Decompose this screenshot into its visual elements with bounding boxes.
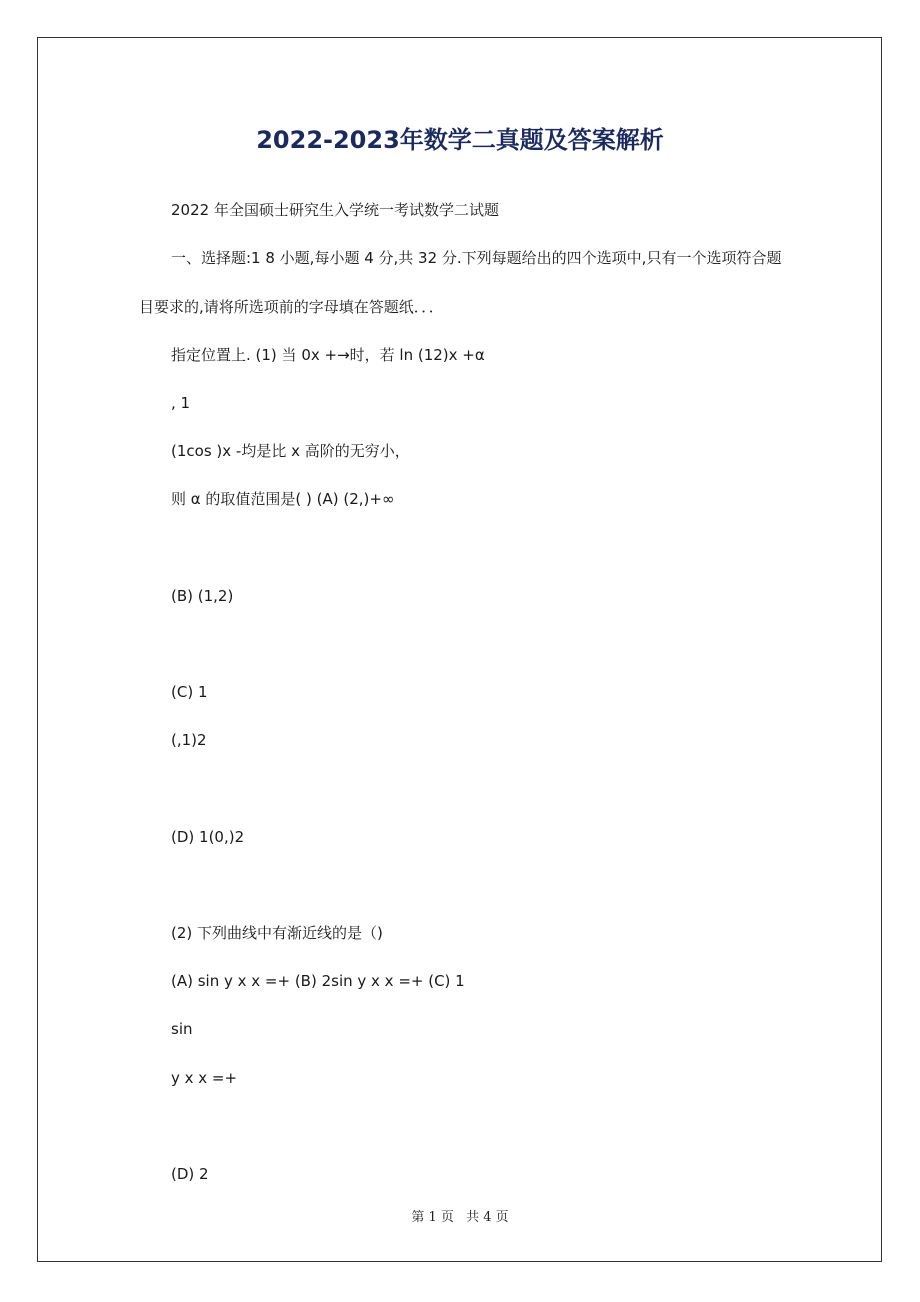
exam-heading: 2022 年全国硕士研究生入学统一考试数学二试题 [171, 201, 499, 219]
section-instruction-line-2: 目要求的,请将所选项前的字母填在答题纸．．． [139, 298, 444, 316]
page-number: 第 1 页 [411, 1210, 454, 1225]
question-1-fragment: , 1 [171, 394, 191, 412]
question-2-fragment-expression: y x x =+ [171, 1069, 238, 1087]
page-total: 共 4 页 [466, 1210, 509, 1225]
question-1-stem: 指定位置上. (1) 当 0x +→时，若 ln (12)x +α [171, 346, 485, 364]
page-footer [0, 1206, 920, 1225]
page-frame [37, 37, 882, 1262]
document-title: 2022-2023年数学二真题及答案解析 [256, 126, 664, 154]
question-1-option-a: 则 α 的取值范围是( ) (A) (2,)+∞ [171, 490, 395, 508]
section-instruction-line-1: 一、选择题:1 8 小题,每小题 4 分,共 32 分.下列每题给出的四个选项中,只有一个选项符合题 [171, 249, 782, 267]
question-1-condition: (1cos )x -均是比 x 高阶的无穷小， [171, 442, 410, 460]
question-1-option-d: (D) 1(0,)2 [171, 828, 245, 846]
question-2-fragment-sin: sin [171, 1020, 193, 1038]
question-1-option-c: (C) 1 [171, 683, 208, 701]
question-1-option-b: (B) (1,2) [171, 587, 234, 605]
question-2-options-abc: (A) sin y x x =+ (B) 2sin y x x =+ (C) 1 [171, 972, 465, 990]
question-2-option-d: (D) 2 [171, 1165, 209, 1183]
question-2-stem: (2) 下列曲线中有渐近线的是（) [171, 924, 383, 942]
question-1-option-c-interval: (,1)2 [171, 731, 207, 749]
